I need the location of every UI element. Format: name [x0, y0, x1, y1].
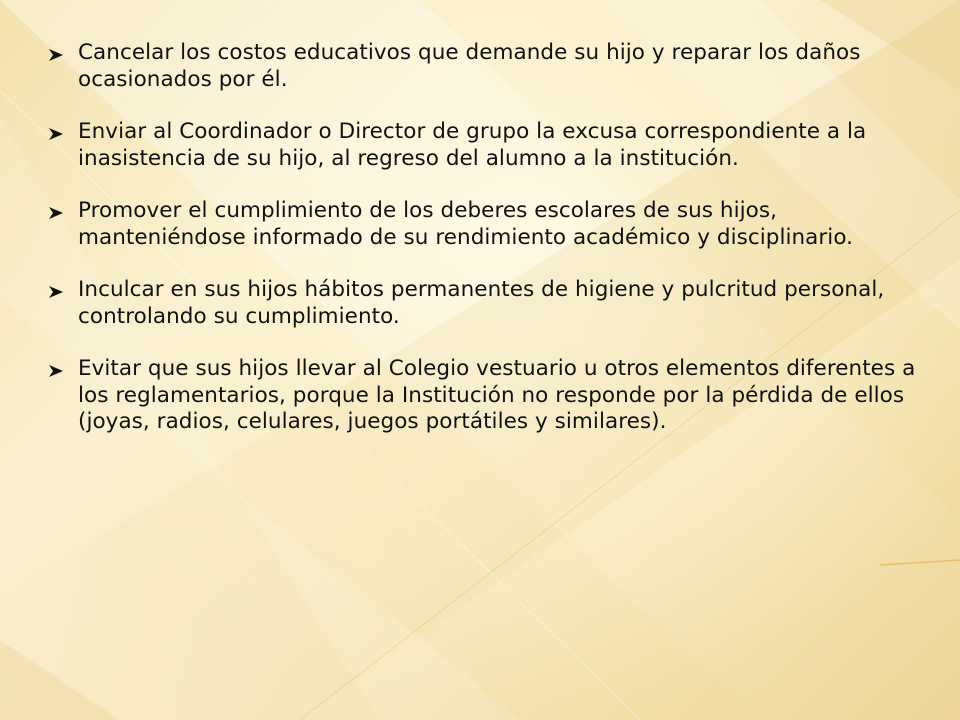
list-item-text: Promover el cumplimiento de los deberes escolares de sus hijos, manteniéndose informado de su rendimiento académico y disciplinario.: [78, 198, 854, 250]
list-item-text: Cancelar los costos educativos que demande su hijo y reparar los daños ocasionados por él.: [78, 40, 861, 92]
list-item: [48, 198, 928, 251]
arrowhead-bullet-icon: [48, 198, 78, 222]
bullet-list: [48, 40, 928, 462]
arrowhead-bullet-icon: [48, 40, 78, 64]
list-item-text: Enviar al Coordinador o Director de grupo la excusa correspondiente a la inasistencia de su hijo, al regreso del alumno a la institución.: [78, 119, 867, 171]
arrowhead-bullet-icon: [48, 356, 78, 380]
list-item: [48, 277, 928, 330]
list-item-text: Inculcar en sus hijos hábitos permanentes de higiene y pulcritud personal, controlando su cumplimiento.: [78, 277, 885, 329]
list-item: [48, 40, 928, 93]
arrowhead-bullet-icon: [48, 277, 78, 301]
list-item: [48, 119, 928, 172]
list-item: [48, 356, 928, 436]
arrowhead-bullet-icon: [48, 119, 78, 143]
list-item-text: Evitar que sus hijos llevar al Colegio vestuario u otros elementos diferentes a los reglamentarios, porque la Institución no responde por la pérdida de ellos (joyas, radios, celulares, juegos portátiles y similares).: [78, 356, 916, 434]
